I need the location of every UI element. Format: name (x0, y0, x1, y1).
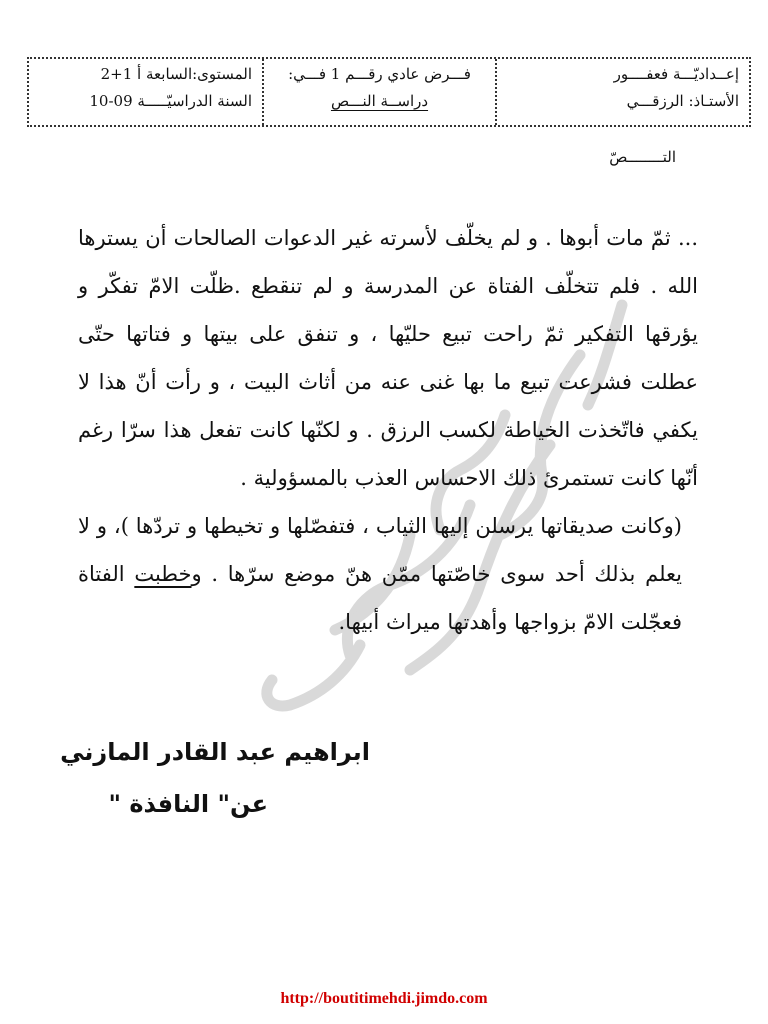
passage-paragraph-2-text: (وكانت صديقاتها يرسلن إليها الثياب ، فتفصّلها و تخيطها و تردّها )، و لا يعلم بذلك أحد سوى خاصّتها ممّن هنّ موضع سرّها . و (78, 514, 682, 586)
level-label: المستوى:السابعة أ 1+2 (100, 65, 252, 83)
text-heading: التــــــــصّ (609, 148, 676, 166)
footer-website-link[interactable]: http://boutitimehdi.jimdo.com (280, 990, 488, 1007)
school-name: إعــداديّـــة فعفــــور (613, 65, 739, 83)
exam-subject: دراســة النـــص (330, 92, 429, 110)
passage-paragraph-1: ... ثمّ مات أبوها . و لم يخلّف لأسرته غير الدعوات الصالحات أن يسترها الله . فلم تتخلّف الفتاة عن المدرسة و لم تنقطع .ظلّت الامّ تفكّر و يؤرقها التفكير ثمّ راحت تبيع حليّها ، و تنفق على بيتها و فتاتها حتّى عطلت فشرعت تبيع ما بها غنى عنه من أثاث البيت ، و رأت أنّ هذا لا يكفي فاتّخذت الخياطة لكسب الرزق . و لكنّها كانت تفعل هذا سرّا رغم أنّها كانت تستمرئ ذلك الاحساس العذب بالمسؤولية . (78, 226, 698, 490)
underlined-word: خطبت (134, 562, 192, 586)
teacher-name: الأستـاذ: الرزقـــي (626, 92, 739, 110)
reading-passage (78, 214, 698, 646)
header-cell-school (495, 59, 749, 125)
header-cell-level (29, 59, 262, 125)
author-name: ابراهيم عبد القادر المازني (60, 738, 370, 766)
school-year-label: السنة الدراسيّـــــة 09-10 (89, 92, 252, 110)
header-frame (27, 57, 751, 127)
source-title: عن" النافذة " (108, 790, 268, 818)
passage-paragraph-2 (78, 502, 698, 646)
passage-paragraph-2-end: الفتاة فعجّلت الامّ بزواجها وأهدتها ميراث أبيها. (78, 562, 682, 634)
exam-title: فـــرض عادي رقـــم 1 فـــي: (288, 65, 471, 83)
header-cell-exam (262, 59, 495, 125)
